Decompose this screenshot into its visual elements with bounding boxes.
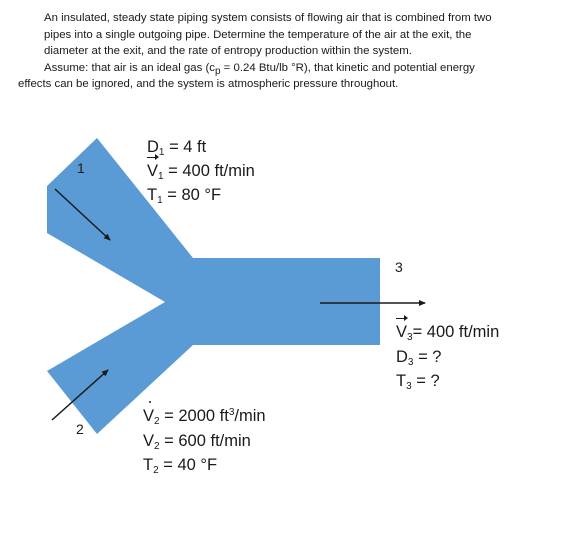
inlet-1-temperature [147,183,221,207]
problem-line-1: An insulated, steady state piping system consists of flowing air that is combined from two [44,12,492,24]
d1-subscript: 1 [158,147,165,158]
t1-value: = 80 °F [162,186,222,204]
t3-symbol: T [396,372,407,390]
inlet-2-volume-flow [143,404,266,428]
t3-subscript: 3 [406,381,412,392]
problem-line-2: pipes into a single outgoing pipe. Determine the temperature of the air at the exit, the [44,28,472,41]
v3-value: = 400 ft/min [412,323,500,341]
v1-value: = 400 ft/min [163,162,255,180]
t2-subscript: 2 [153,465,159,476]
v2-subscript: 2 [154,441,160,452]
inlet-2-number: 2 [76,421,84,437]
inlet-1-number: 1 [77,160,85,176]
v3-symbol: V [396,320,407,344]
d1-value: = 4 ft [164,138,207,156]
problem-line-3: diameter at the exit, and the rate of entropy production within the system. [44,45,412,58]
cp-subscript: p [214,65,221,77]
d3-subscript: 3 [407,357,414,368]
assume-text: Assume: that air is an ideal gas (c [44,61,215,74]
v2-symbol: V [143,432,155,450]
v1-subscript: 1 [158,171,164,182]
t1-subscript: 1 [157,195,163,206]
v2-value: = 600 ft/min [159,432,251,450]
v3-subscript: 3 [407,332,413,343]
inlet-1-velocity [147,159,255,183]
assume-text-end: = 0.24 Btu/lb °R), that kinetic and potential energy [220,61,475,74]
d1-symbol: D [147,138,159,156]
d3-symbol: D [396,348,408,366]
q2-exponent: 3 [228,407,235,418]
outlet-3-diameter [396,345,441,369]
t1-symbol: T [147,186,158,204]
outlet-3-temperature [396,369,440,393]
q2-unit: /min [234,407,266,425]
inlet-2-velocity [143,429,251,453]
outlet-3-number: 3 [395,259,403,275]
t2-symbol: T [143,456,154,474]
d3-value: = ? [413,348,442,366]
q2-symbol: V [143,404,154,428]
v1-symbol: V [147,159,158,183]
outlet-3-velocity [396,320,499,344]
q2-subscript: 2 [154,416,160,427]
t3-value: = ? [411,372,440,390]
inlet-2-temperature [143,453,217,477]
t2-value: = 40 °F [158,456,218,474]
q2-value: = 2000 ft [159,407,229,425]
problem-line-5: effects can be ignored, and the system is atmospheric pressure throughout. [18,78,399,91]
